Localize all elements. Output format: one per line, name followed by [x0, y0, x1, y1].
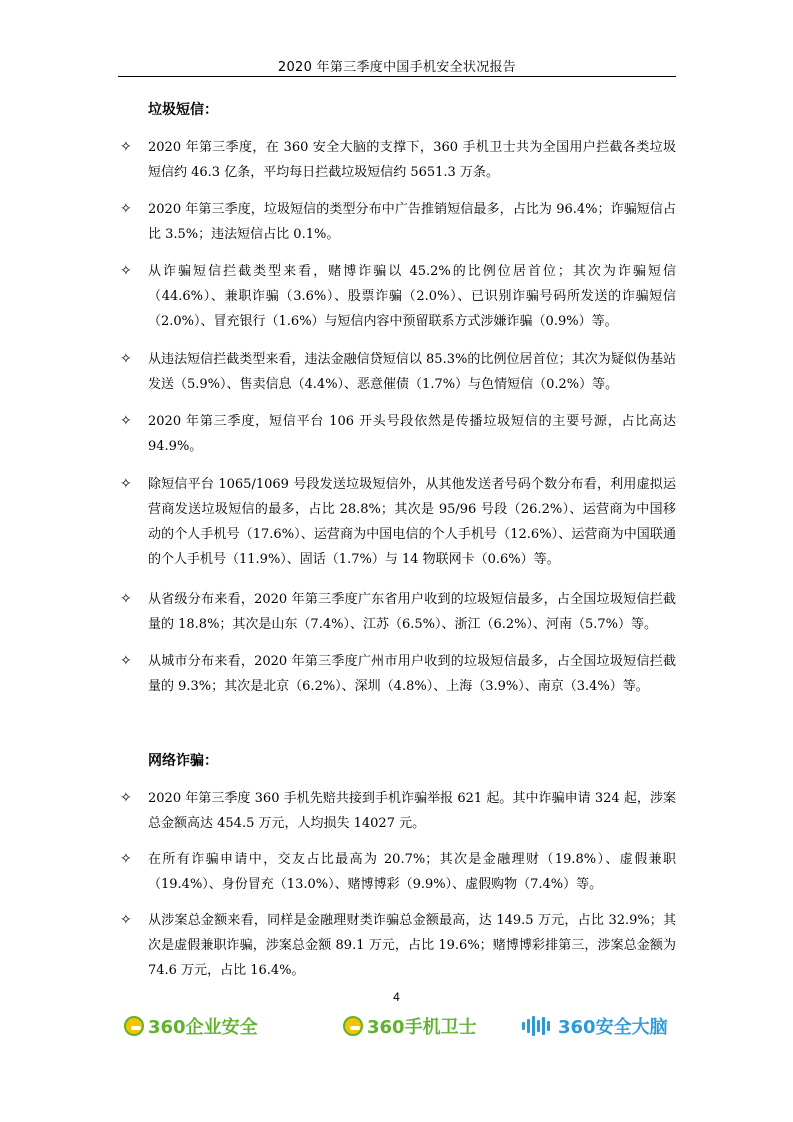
diamond-bullet-icon: ✧ [120, 263, 132, 279]
list-item-text: 在所有诈骗申请中，交友占比最高为 20.7%；其次是金融理财（19.8%）、虚假兼职（19.4%）、身份冒充（13.0%）、赌博博彩（9.9%）、虚假购物（7.4%）等。 [148, 852, 676, 892]
logo-360-mobile-guard [343, 1013, 477, 1039]
list-item [120, 847, 676, 897]
section-title-fraud: 网络诈骗： [148, 753, 218, 769]
diamond-bullet-icon: ✧ [120, 476, 132, 492]
diamond-bullet-icon: ✧ [120, 653, 132, 669]
list-item-text: 除短信平台 1065/1069 号段发送垃圾短信外，从其他发送者号码个数分布看，利用虚拟运营商发送垃圾短信的最多，占比 28.8%；其次是 95/96 号段（26.2%）、运营商为中国移动的个人手机号（17.6%）、运营商为中国电信的个人手机号（12.6%）、运营商为中国联通的个人手机号（11.9%）、固话（1.7%）与 14 物联网卡（0.6%）等。 [148, 477, 676, 567]
list-item [120, 409, 676, 459]
360-circle-icon [124, 1016, 144, 1036]
list-item-text: 2020 年第三季度 360 手机先赔共接到手机诈骗举报 621 起。其中诈骗申请 324 起，涉案总金额高达 454.5 万元，人均损失 14027 元。 [148, 791, 676, 831]
list-item-text: 从诈骗短信拦截类型来看，赌博诈骗以 45.2%的比例位居首位；其次为诈骗短信（44.6%）、兼职诈骗（3.6%）、股票诈骗（2.0%）、已识别诈骗号码所发送的诈骗短信（2.0%）、冒充银行（1.6%）与短信内容中预留联系方式涉嫌诈骗（0.9%）等。 [148, 264, 676, 329]
list-item [120, 135, 676, 185]
list-item-text: 从违法短信拦截类型来看，违法金融信贷短信以 85.3%的比例位居首位；其次为疑似伪基站发送（5.9%）、售卖信息（4.4%）、恶意催债（1.7%）与色情短信（0.2%）等。 [148, 352, 676, 392]
logo-360-security-brain [522, 1013, 668, 1039]
list-item [120, 908, 676, 983]
list-item [120, 587, 676, 637]
section-title-spam: 垃圾短信： [148, 102, 218, 118]
list-item-text: 2020 年第三季度，在 360 安全大脑的支撑下，360 手机卫士共为全国用户拦截各类垃圾短信约 46.3 亿条，平均每日拦截垃圾短信约 5651.3 万条。 [148, 140, 676, 180]
header-rule [118, 76, 676, 77]
list-item [120, 259, 676, 334]
list-item-text: 2020 年第三季度，短信平台 106 开头号段依然是传播垃圾短信的主要号源，占比高达 94.9%。 [148, 414, 676, 454]
list-item [120, 649, 676, 699]
list-item-text: 从省级分布来看，2020 年第三季度广东省用户收到的垃圾短信最多，占全国垃圾短信拦截量的 18.8%；其次是山东（7.4%）、江苏（6.5%）、浙江（6.2%）、河南（5.7%）等。 [148, 592, 676, 632]
list-item [120, 197, 676, 247]
list-item [120, 786, 676, 836]
list-item-text: 从涉案总金额来看，同样是金融理财类诈骗总金额最高，达 149.5 万元，占比 32.9%；其次是虚假兼职诈骗，涉案总金额 89.1 万元，占比 19.6%；赌博博彩排第三，涉案总金额为 74.6 万元，占比 16.4%。 [148, 913, 676, 978]
list-item [120, 347, 676, 397]
page-number: 4 [393, 990, 400, 1004]
diamond-bullet-icon: ✧ [120, 351, 132, 367]
list-item [120, 472, 676, 572]
list-item-text: 从城市分布来看，2020 年第三季度广州市用户收到的垃圾短信最多，占全国垃圾短信拦截量的 9.3%；其次是北京（6.2%）、深圳（4.8%）、上海（3.9%）、南京（3.4%）等。 [148, 654, 676, 694]
logo-text: 360企业安全 [148, 1017, 258, 1038]
360-circle-icon [343, 1016, 363, 1036]
logo-text: 360手机卫士 [367, 1017, 477, 1038]
logo-text: 360安全大脑 [558, 1017, 668, 1038]
page-header-title: 2020 年第三季度中国手机安全状况报告 [277, 60, 517, 75]
diamond-bullet-icon: ✧ [120, 413, 132, 429]
diamond-bullet-icon: ✧ [120, 790, 132, 806]
list-item-text: 2020 年第三季度，垃圾短信的类型分布中广告推销短信最多，占比为 96.4%；诈骗短信占比 3.5%；违法短信占比 0.1%。 [148, 202, 676, 242]
signal-bars-icon [522, 1013, 552, 1039]
diamond-bullet-icon: ✧ [120, 591, 132, 607]
diamond-bullet-icon: ✧ [120, 139, 132, 155]
diamond-bullet-icon: ✧ [120, 912, 132, 928]
diamond-bullet-icon: ✧ [120, 201, 132, 217]
diamond-bullet-icon: ✧ [120, 851, 132, 867]
logo-360-enterprise-security [124, 1013, 258, 1039]
